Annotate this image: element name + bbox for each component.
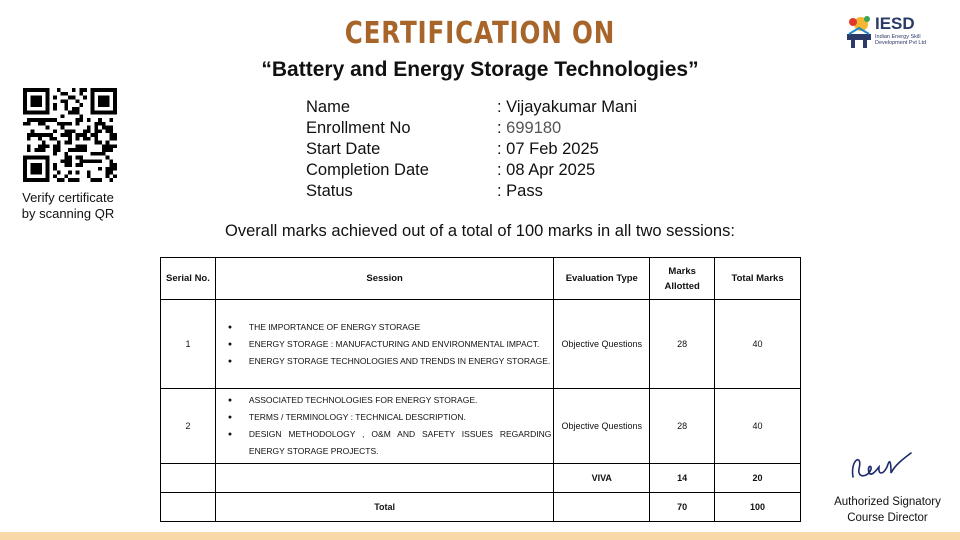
signatory-title: Authorized Signatory [834,496,941,508]
grand-total-total: 100 [715,493,801,522]
empty-cell [554,493,650,522]
detail-value: : 08 Apr 2025 [497,161,596,179]
header-serial: Serial No. [161,258,216,300]
grand-total-allotted: 70 [650,493,715,522]
detail-label: Status [306,182,353,200]
viva-row [161,464,801,493]
table-header-row [161,258,801,300]
evaluation-cell: Objective Questions [554,300,650,389]
logo-subtitle: Indian Energy Skill Development Pvt Ltd [875,34,927,46]
header-session: Session [215,258,553,300]
detail-value: : 699180 [497,119,562,137]
logo-name: IESD [875,14,915,33]
iesd-logo [843,12,943,52]
empty-cell [161,464,216,493]
marks-summary-text: Overall marks achieved out of a total of 100 marks in all two sessions: [225,222,735,240]
session-cell [215,389,553,464]
detail-label: Start Date [306,140,381,158]
header-evaluation-type: Evaluation Type [554,258,650,300]
viva-label: VIVA [554,464,650,493]
detail-value: : 07 Feb 2025 [497,140,599,158]
session-topic: ● ENERGY STORAGE : MANUFACTURING AND ENVIRONMENTAL IMPACT. [228,336,551,353]
session-cell [215,300,553,389]
course-name: “Battery and Energy Storage Technologies” [261,58,699,81]
allotted-cell: 28 [650,389,715,464]
session-topic: ● THE IMPORTANCE OF ENERGY STORAGE [228,319,551,336]
serial-cell: 1 [161,300,216,389]
evaluation-cell: Objective Questions [554,389,650,464]
serial-cell: 2 [161,389,216,464]
empty-cell [161,493,216,522]
allotted-cell: 28 [650,300,715,389]
director-signature [845,447,915,487]
total-cell: 40 [715,389,801,464]
viva-allotted: 14 [650,464,715,493]
verification-qr-code[interactable] [23,88,117,182]
session-topic: ● TERMS / TERMINOLOGY : TECHNICAL DESCRIPTION. [228,409,551,426]
detail-value: : Vijayakumar Mani [497,98,638,116]
grand-total-row [161,493,801,522]
table-row [161,389,801,464]
signatory-role: Course Director [847,512,928,524]
detail-label: Name [306,98,351,116]
grand-total-label: Total [215,493,553,522]
viva-total: 20 [715,464,801,493]
session-topic: ● DESIGN METHODOLOGY , O&M AND SAFETY ISSUES REGARDING ENERGY STORAGE PROJECTS. [228,426,551,460]
header-marks-allotted: Marks Allotted [650,258,715,300]
qr-caption: Verify certificate by scanning QR [21,190,115,221]
detail-label: Completion Date [306,161,429,179]
marks-table [160,257,801,522]
empty-cell [215,464,553,493]
session-topic: ● ASSOCIATED TECHNOLOGIES FOR ENERGY STORAGE. [228,392,551,409]
table-row [161,300,801,389]
logo-emblem-icon [843,12,875,52]
bottom-band [0,532,960,540]
session-topic: ● ENERGY STORAGE TECHNOLOGIES AND TRENDS IN ENERGY STORAGE. [228,353,551,370]
detail-value: : Pass [497,182,543,200]
header-total-marks: Total Marks [715,258,801,300]
detail-label: Enrollment No [306,119,411,137]
signatory-block [820,494,955,526]
total-cell: 40 [715,300,801,389]
certificate-title: CERTIFICATION ON [344,16,616,51]
